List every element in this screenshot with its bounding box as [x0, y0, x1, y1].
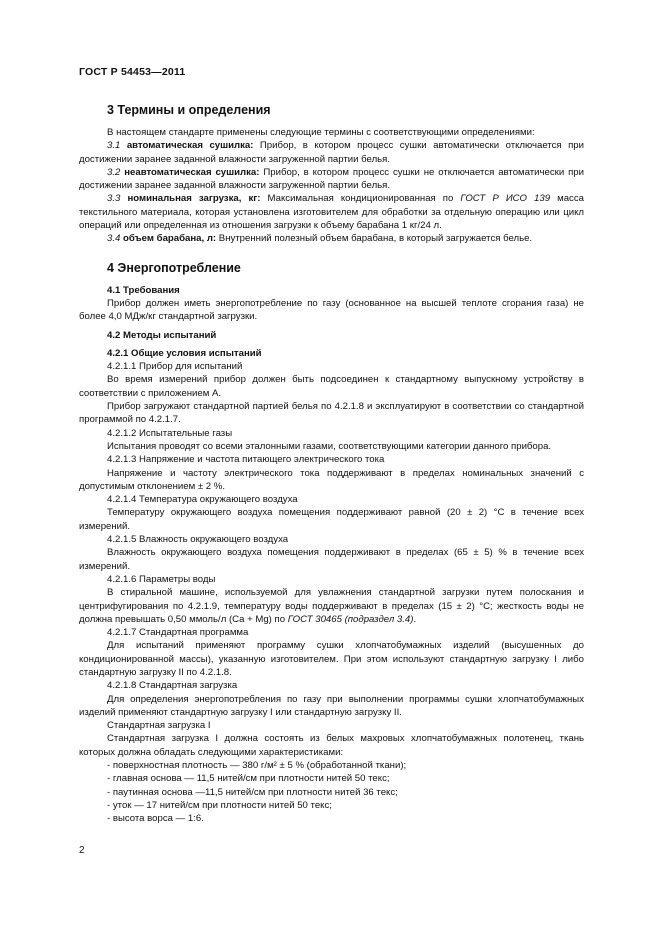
- standard-reference: ГОСТ Р ИСО 139: [460, 193, 551, 205]
- section-4-2-1-1-title: 4.2.1.1 Прибор для испытаний: [107, 361, 243, 373]
- list-item: - уток — 17 нитей/см при плотности нитей 50 текс;: [107, 799, 332, 811]
- section-3-title: 3 Термины и определения: [107, 103, 271, 117]
- page-number: 2: [79, 845, 85, 856]
- term-number: 3.2: [107, 166, 121, 178]
- section-4-2-1-title: 4.2.1 Общие условия испытаний: [107, 347, 262, 359]
- term-name: номинальная загрузка, кг:: [127, 193, 261, 205]
- paragraph: Испытания проводят со всеми эталонными газами, соответствующими категории данного прибора.: [107, 440, 552, 452]
- section-4-2-title: 4.2 Методы испытаний: [107, 329, 217, 341]
- term-3-1: [79, 139, 584, 166]
- section-4-2-1-7-title: 4.2.1.7 Стандартная программа: [107, 627, 249, 639]
- section-4-2-1-6-title: 4.2.1.6 Параметры воды: [107, 573, 216, 585]
- term-number: 3.4: [107, 233, 121, 245]
- section-4-2-1-3-title: 4.2.1.3 Напряжение и частота питающего электрического тока: [107, 454, 385, 466]
- list-item: - высота ворса — 1:6.: [107, 813, 204, 825]
- paragraph: Влажность окружающего воздуха помещения поддерживают в пределах (65 ± 5) % в течение всех измерений.: [79, 547, 584, 572]
- term-number: 3.1: [107, 140, 121, 152]
- term-3-2: [79, 166, 584, 193]
- document-body: [79, 94, 584, 826]
- paragraph-end: .: [413, 613, 417, 625]
- term-definition-cont: масса текстильного материала, которая установлена изготовителем для обработки за отдельную операцию или цикл операций или определенная из отношения загрузки к объему барабана 1 кг/24 л.: [79, 193, 584, 232]
- paragraph: Напряжение и частоту электрического тока поддерживают в пределах номинальных значений с допустимым отклонением ± 2 %.: [79, 467, 584, 492]
- paragraph: [79, 586, 584, 626]
- term-name: неавтоматическая сушилка:: [124, 166, 260, 178]
- section-4-2-1-2-title: 4.2.1.2 Испытательные газы: [107, 427, 233, 439]
- term-3-4: [79, 232, 584, 245]
- standard-reference: ГОСТ 30465 (подраздел 3.4): [287, 613, 414, 625]
- section-4-title: 4 Энергопотребление: [107, 260, 241, 275]
- section-4-2-1-5-title: 4.2.1.5 Влажность окружающего воздуха: [107, 534, 289, 546]
- section-4-1-text: Прибор должен иметь энергопотребление по газу (основанное на высшей теплоте сгорания газа) не более 4,0 МДж/кг стандартной загрузки.: [79, 297, 584, 323]
- subheading-load-1: Стандартная загрузка I: [107, 720, 211, 732]
- paragraph: Во время измерений прибор должен быть подсоединен к стандартному выпускному устройству в соответствии с приложением А.: [79, 374, 584, 399]
- paragraph: Стандартная загрузка I должна состоять из белых махровых хлопчатобумажных полотенец, ткань которых должна обладать следующими характеристиками:: [79, 733, 584, 758]
- term-name: объем барабана, л:: [123, 233, 217, 245]
- paragraph: Температуру окружающего воздуха помещения поддерживают равной (20 ± 2) °С в течение всех измерений.: [79, 507, 584, 532]
- document-header: ГОСТ Р 54453—2011: [79, 66, 186, 78]
- term-definition: Максимальная кондиционированная по: [260, 193, 461, 205]
- list-item: - главная основа — 11,5 нитей/см при плотности нитей 50 текс;: [107, 773, 390, 785]
- section-3-intro: В настоящем стандарте применены следующие термины с соответствующими определениями:: [107, 127, 535, 138]
- term-name: автоматическая сушилка:: [126, 140, 254, 152]
- list-item: - поверхностная плотность — 380 г/м² ± 5 % (обработанной ткани);: [107, 760, 407, 772]
- section-4-1-title: 4.1 Требования: [107, 284, 180, 296]
- term-number: 3.3: [107, 193, 121, 205]
- paragraph: Прибор загружают стандартной партией белья по 4.2.1.8 и эксплуатируют в соответствии со стандартной программой по 4.2.1.7.: [79, 401, 584, 426]
- paragraph-text: В стиральной машине, используемой для увлажнения стандартной загрузки путем полоскания и центрифугирования по 4.2.1.9, температуру воды поддерживают в пределах (15 ± 2) °С; жесткость воды не должна превышать 0,50 ммоль/л (Ca + Mg) по: [79, 587, 584, 625]
- term-definition: Прибор, в котором процесс сушки не отключается автоматически при достижении заранее заданной влажности загруженной партии белья.: [79, 166, 585, 192]
- paragraph: Для испытаний применяют программу сушки хлопчатобумажных изделий (высушенных до кондиционированной массы), указанную изготовителем. При этом используют стандартную загрузку I либо стандартную загрузку II по 4.2.1.8.: [79, 640, 584, 678]
- list-item: - паутинная основа —11,5 нитей/см при плотности нитей 36 текс;: [107, 786, 398, 798]
- section-4-2-1-8-title: 4.2.1.8 Стандартная загрузка: [107, 680, 238, 692]
- paragraph: Для определения энергопотребления по газу при выполнении программы сушки хлопчатобумажных изделий применяют стандартную загрузку I или стандартную загрузку II.: [79, 693, 584, 718]
- term-definition: Прибор, в котором процесс сушки автоматически отключается при достижении заранее заданной влажности загруженной партии белья.: [79, 140, 584, 165]
- term-definition: Внутренний полезный объем барабана, в который загружается белье.: [216, 233, 533, 245]
- term-3-3: [79, 192, 584, 232]
- section-4-2-1-4-title: 4.2.1.4 Температура окружающего воздуха: [107, 494, 298, 506]
